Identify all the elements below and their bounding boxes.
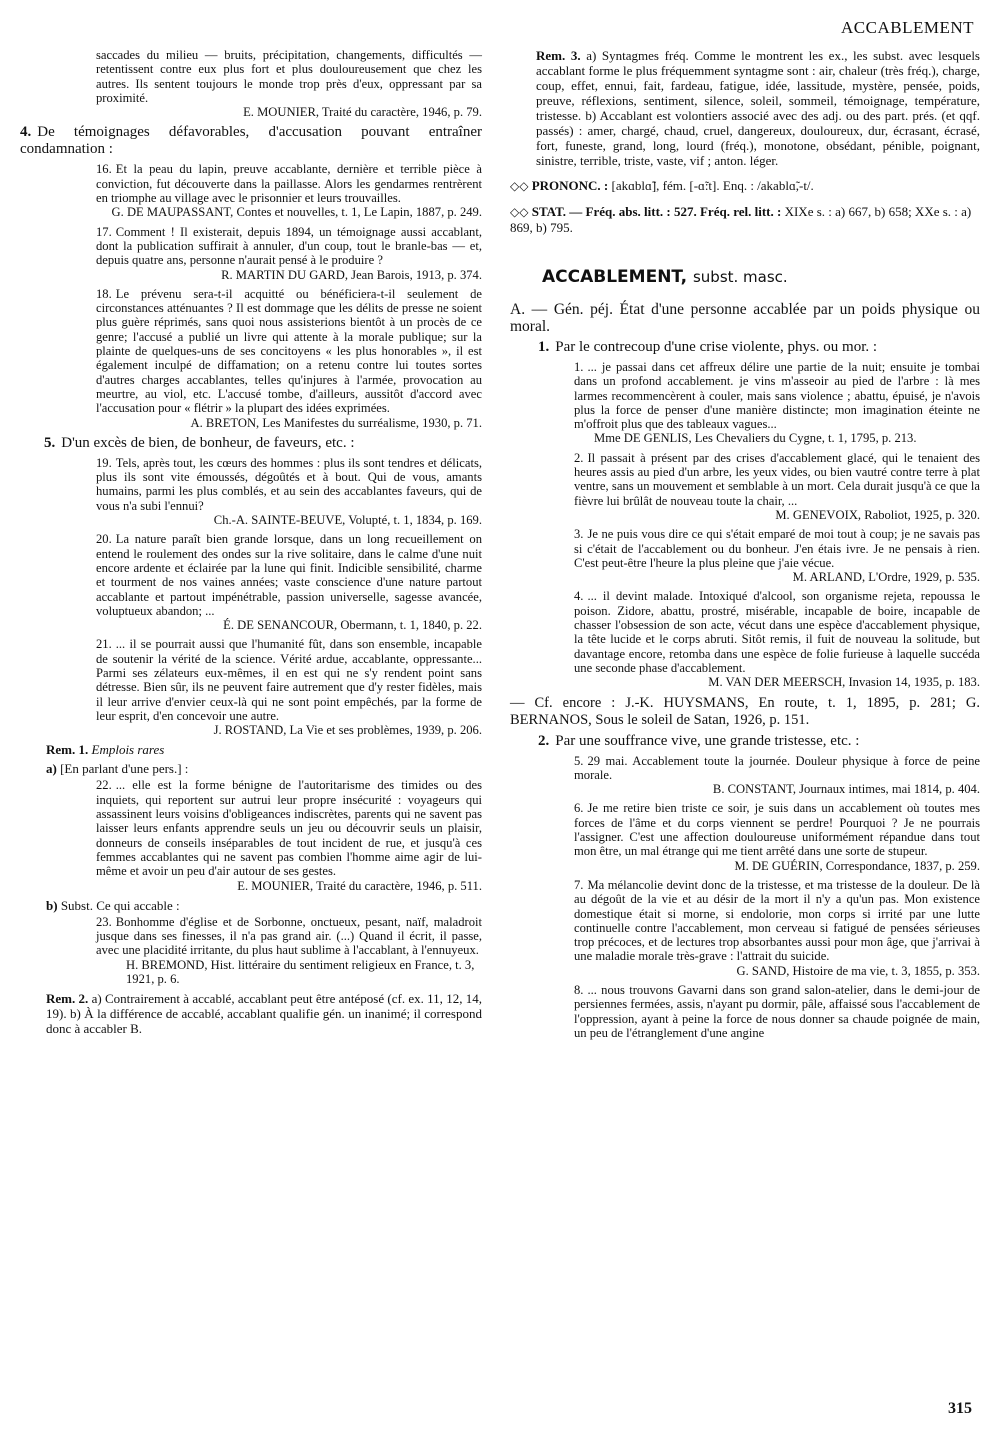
quote-number: 1. [574, 360, 584, 374]
quote-number: 3. [574, 527, 584, 542]
quote-23 [96, 915, 482, 986]
sense-1 [538, 339, 980, 356]
remark-1a [46, 761, 482, 776]
remark-2 [46, 991, 482, 1036]
remark-text: Emplois rares [91, 742, 165, 758]
quote-source: H. BREMOND, Hist. littéraire du sentiment religieux en France, t. 3, 1921, p. 6. [126, 957, 475, 987]
sense-number: 5. [44, 434, 56, 451]
quote-22 [96, 778, 482, 892]
quote-number: 5. [574, 753, 584, 768]
quote-number: 18. [96, 286, 112, 301]
diamond-icon: ◇◇ [510, 179, 529, 193]
remark-text: a) Syntagmes fréq. Comme le montrent les ex., les subst. avec lesquels accablant forme le plus fréquemment syntagme sont : air, chaleur (très fréq.), charge, coup, effet, ennui, fait, fardeau, fatigue, idée, lassitude, mystère, pensée, poids, preuve, réflexions, sentiment, silence, soleil, sommeil, témoignage, température, tristesse. b) Accablant est volontiers associé avec des adj. ou des part. prés. (et qqf. passés) : amer, chargé, chaud, cruel, dangereux, douloureux, dur, écrasant, écrasé, fort, funeste, grand, long, lourd (fréq.), monotone, obsédant, pénible, poignant, sinistre, terrible, triste, vaste, vif ; anton. léger. [536, 48, 980, 168]
quote-source: J. ROSTAND, La Vie et ses problèmes, 1939, p. 206. [213, 723, 482, 738]
remark-1b [46, 898, 482, 913]
quote-source: G. DE MAUPASSANT, Contes et nouvelles, t. 1, Le Lapin, 1887, p. 249. [111, 205, 482, 220]
quote-text: Et la peau du lapin, preuve accablante, dernière et terrible pièce à conviction, fut découverte dans la paillasse. Alors les gendarmes rentrèrent en triomphe au village avec le prisonnier et leurs trouvailles. [96, 162, 482, 206]
right-column [510, 48, 980, 1045]
pronunciation [510, 178, 980, 194]
quote-5 [574, 754, 980, 797]
remark-text: a) Contrairement à accablé, accablant peut être antéposé (cf. ex. 11, 12, 14, 19). b) À la différence de accablé, accablant qualifie gén. un inanimé; il correspond donc à accabler B. [46, 991, 482, 1037]
quote-source: É. DE SENANCOUR, Obermann, t. 1, 1840, p. 22. [223, 618, 482, 633]
statistics-label: STAT. — Fréq. abs. litt. : 527. Fréq. rel. litt. : [531, 204, 782, 219]
remark-label: Rem. 1. [46, 742, 89, 758]
quote-text: La nature paraît bien grande lorsque, dans un long recueillement on entend le roulement des ondes sur la rive solitaire, dans le calme d'une nuit encore ardente et éclairée par la lune qui finit. Indicible sensibilité, charme et tourment de nos vaines années; vaste conscience d'une nature partout accablante et partout impénétrable, passion universelle, sagesse avancée, voluptueux abandon; ... [96, 532, 482, 618]
sense-5 [44, 435, 482, 452]
running-head: ACCABLEMENT [841, 18, 974, 37]
section-text: Gén. péj. État d'une personne accablée par un poids physique ou moral. [510, 301, 980, 335]
quote-source: G. SAND, Histoire de ma vie, t. 3, 1855, p. 353. [736, 963, 980, 978]
quote-text: Bonhomme d'église et de Sorbonne, onctueux, pesant, naïf, maladroit jusque dans ses finesses, il n'a pas grand air. (...) Quand il écrit, il passe, avec une placidité irritante, du plus haut sublime à l'accablant, à l'ennuyeux. [96, 914, 482, 958]
quote-source: B. CONSTANT, Journaux intimes, mai 1814, p. 404. [712, 782, 980, 797]
quote-text: ... elle est la forme bénigne de l'autoritarisme des timides ou des inquiets, qui reportent sur autrui leur propre insécurité : voyageurs qui assassinent leurs voisins d'obligeances indiscrètes, parents qui ne savent pas laisser leurs enfants apprendre seuls un jeu ou découvrir seuls un plaisir, donneurs de conseils inséparables de tout incident de rue, et jusqu'à ces femmes accablantes qui ne savent pas combien l'homme aime agir de lui-même et avoir un peu d'air autour de ses gestes. [96, 778, 482, 879]
quote-number: 6. [574, 801, 584, 816]
quote-21 [96, 637, 482, 737]
quote-20 [96, 532, 482, 632]
quote-number: 7. [574, 877, 584, 892]
pronunciation-label: PRONONC. : [531, 178, 609, 193]
quote-number: 19. [96, 455, 112, 470]
statistics [510, 204, 980, 235]
quote-source: R. MARTIN DU GARD, Jean Barois, 1913, p. 374. [221, 267, 482, 282]
quote-19 [96, 456, 482, 527]
quote-text: Ma mélancolie devint donc de la tristesse, et ma tristesse de la douleur. De là au dégoût de la vie et au désir de la mort il n'y a qu'un pas. Mon existence domestique était si morne, si endolorie, mon corps si irrité par une lutte continuelle contre l'accablement, mon cerveau si fatigué de pensées sérieuses trop précoces, et de lectures trop absorbantes aussi pour mon âge, que j'arrivai à une maladie morale très-grave : l'attrait du suicide. [574, 877, 980, 964]
section-a [510, 301, 980, 335]
entry-headword [510, 267, 980, 287]
quote-16 [96, 162, 482, 219]
quote-8 [574, 983, 980, 1040]
quote-number: 22. [96, 778, 112, 793]
quote-number: 2. [574, 450, 584, 465]
page-number: 315 [948, 1400, 972, 1417]
sense-number: 1. [538, 339, 550, 355]
sense-text: Par une souffrance vive, une grande tristesse, etc. : [555, 732, 860, 749]
quote-number: 20. [96, 532, 112, 547]
remark-3 [510, 48, 980, 168]
remark-label: Rem. 3. [536, 48, 581, 63]
quote-text: Il passait à présent par des crises d'accablement glacé, qui le tenaient des heures assis au pied d'un arbre, les yeux vides, ou bien vautré contre terre à plat ventre, sans un mouvement et semblable à un mort. Cela durait jusqu'à ce que la fièvre lui brûlât de nouveau toute la chair, ... [574, 450, 980, 508]
quote-source: M. DE GUÉRIN, Correspondance, 1837, p. 259. [734, 858, 980, 873]
quote-source: Mme DE GENLIS, Les Chevaliers du Cygne, t. 1, 1795, p. 213. [594, 431, 917, 446]
quote-text: ... je passai dans cet affreux délire une partie de la nuit; ensuite je tombai dans un profond accablement. je vins m'asseoir au pied de l'arbre : là mes larmes recommencèrent à couler, mais sans violence ; abattu, épuisé, je n'avois plus la force de penser d'une manière distincte; mon imagination éteinte ne m'offroit plus que des tableaux vagues... [574, 360, 980, 432]
cross-reference: — Cf. encore : J.-K. HUYSMANS, En route, t. 1, 1895, p. 281; G. BERNANOS, Sous le soleil de Satan, 1926, p. 151. [510, 694, 980, 728]
quote-7 [574, 878, 980, 978]
statistics-text: XIXe s. : a) 667, b) 658; XXe s. : a) 869, b) 795. [510, 204, 972, 235]
sense-text: D'un excès de bien, de bonheur, de faveurs, etc. : [61, 434, 355, 451]
quote-text: Comment ! Il existerait, depuis 1894, un témoignage aussi accablant, dont la publication suffirait à annuler, d'un coup, tout le branle-bas — et, depuis quatre ans, personne n'aurait pensé à le produire ? [96, 224, 482, 268]
quote-18 [96, 287, 482, 430]
sense-text: De témoignages défavorables, d'accusation pouvant entraîner condamnation : [20, 124, 482, 158]
quote-text: Le prévenu sera-t-il acquitté ou bénéficiera-t-il seulement de circonstances atténuantes ? Il est dommage que les délits de presse ne soient plus guère réprimés, sans quoi nous assisterions bientôt à un procès de ce genre; l'accusé a publié un livre qui attente à la morale publique; sur la plainte de quelques-uns de ses concitoyens « les plus honorables », il est également inculpé de diffamation; on a retenu contre lui toutes sortes d'autres charges accablantes, telles qu'injures à l'armée, provocation au meurtre, au viol, etc. L'accusé tombe, d'ailleurs, aussitôt d'accord avec l'accusation pour « flétrir » la plupart des idées exprimées. [96, 286, 482, 416]
quote-source: E. MOUNIER, Traité du caractère, 1946, p. 511. [237, 878, 482, 893]
remark-label: Rem. 2. [46, 991, 89, 1007]
quote-text: ... nous trouvons Gavarni dans son grand salon-atelier, dans le demi-jour de persiennes fermées, assis, n'ayant pu dormir, pâle, affaissé sous l'accablement de l'oppression, ayant à peine la force de nous donner sa chaude poignée de main, un peu de l'étranglement d'une angine [574, 982, 980, 1040]
quote-text: 29 mai. Accablement toute la journée. Douleur physique à force de peine morale. [574, 753, 980, 782]
pronunciation-text: [akɑblɑ̃], fém. [-ɑ̃:t]. Enq. : /akablɑ̃,-t/. [611, 178, 814, 193]
remark-text: [En parlant d'une pers.] : [60, 761, 189, 777]
sense-text: Par le contrecoup d'une crise violente, phys. ou mor. : [555, 339, 878, 355]
part-of-speech: subst. masc. [692, 268, 788, 286]
quote-1 [574, 360, 980, 446]
quote-text: Je ne puis vous dire ce qui s'était emparé de moi tout à coup; je ne savais pas si c'était de l'accablement ou du bonheur. J'en étais ivre. Je ne pensais à rien. C'est peut-être l'heure la plus pleine que j'aie vécue. [574, 527, 980, 570]
remark-text: Subst. Ce qui accable : [60, 897, 180, 913]
quote-number: 16. [96, 162, 112, 177]
sense-4 [20, 124, 482, 158]
quote-text: saccades du milieu — bruits, précipitation, changements, difficultés — retentissent contre eux plus fort et plus douloureusement que chez les autres. Ils sentent toujours le monde trop près d'eux, oppressant par sa proximité. [96, 48, 482, 105]
quote-source: E. MOUNIER, Traité du caractère, 1946, p. 79. [243, 105, 482, 120]
quote-source: Ch.-A. SAINTE-BEUVE, Volupté, t. 1, 1834, p. 169. [213, 513, 482, 528]
quote-number: 17. [96, 224, 112, 239]
quote-2 [574, 451, 980, 522]
quote-continued [96, 48, 482, 119]
quote-number: 23. [96, 914, 112, 929]
remark-1 [46, 742, 482, 757]
quote-text: Je me retire bien triste ce soir, je suis dans un accablement où toutes mes forces de l'âme et du corps viennent se perdre! Pourquoi ? Je ne pourrais l'assigner. C'est une affection douloureuse uniformément répandue dans tout mon être, un mal étrange qui me tient arrêté dans une sorte de stupeur. [574, 801, 980, 859]
remark-label: a) [46, 761, 57, 777]
headword: ACCABLEMENT, [542, 267, 688, 287]
quote-text: ... il se pourrait aussi que l'humanité fût, dans son ensemble, incapable de soutenir la vérité de la science. Vérité ardue, accablante, oppressante... Parmi ses zélateurs eux-mêmes, il en est qui ne s'y rendent point sans détresse. Bien sûr, ils ne peuvent faire autrement que d'y rester fidèles, mais il leur arrive d'envier ceux-là qui ne sont point empêchés, par la forme de leur esprit, d'en concevoir une autre. [96, 637, 482, 723]
remark-label: b) [46, 897, 58, 913]
quote-source: M. GENEVOIX, Raboliot, 1925, p. 320. [775, 507, 980, 522]
quote-17 [96, 225, 482, 282]
quote-number: 8. [574, 982, 584, 997]
quote-number: 4. [574, 589, 584, 604]
quote-text: Tels, après tout, les cœurs des hommes : plus ils sont tendres et délicats, plus ils sont vite émoussés, dégoûtés et à bout. Qui de vous, amants humains, parmi les plus comblés, et au sein des accablantes faveurs, qui de vous n'a subi l'ennui? [96, 455, 482, 513]
diamond-icon: ◇◇ [510, 205, 529, 219]
section-label: A. — [510, 301, 548, 318]
sense-number: 2. [538, 732, 550, 749]
sense-number: 4. [20, 124, 32, 141]
quote-source: M. ARLAND, L'Ordre, 1929, p. 535. [792, 570, 980, 585]
quote-text: ... il devint malade. Intoxiqué d'alcool, son organisme rejeta, repoussa le poison. Zidore, abattu, prostré, misérable, incapable de boire, incapable de chasser l'obsession de son acte, vécut dans une espèce d'accablement physique, la tête lucide et le corps abruti. Sitôt remis, il fuit de nouveau la solitude, but davantage encore, retomba dans une espèce de folie furieuse à laquelle succéda une seconde phase d'accablement. [574, 589, 980, 675]
quote-source: A. BRETON, Les Manifestes du surréalisme, 1930, p. 71. [190, 415, 482, 430]
sense-2 [538, 733, 980, 750]
quote-6 [574, 801, 980, 872]
left-column [20, 48, 482, 1038]
quote-number: 21. [96, 637, 112, 652]
quote-4 [574, 589, 980, 689]
quote-source: M. VAN DER MEERSCH, Invasion 14, 1935, p. 183. [708, 675, 980, 690]
quote-3 [574, 527, 980, 584]
